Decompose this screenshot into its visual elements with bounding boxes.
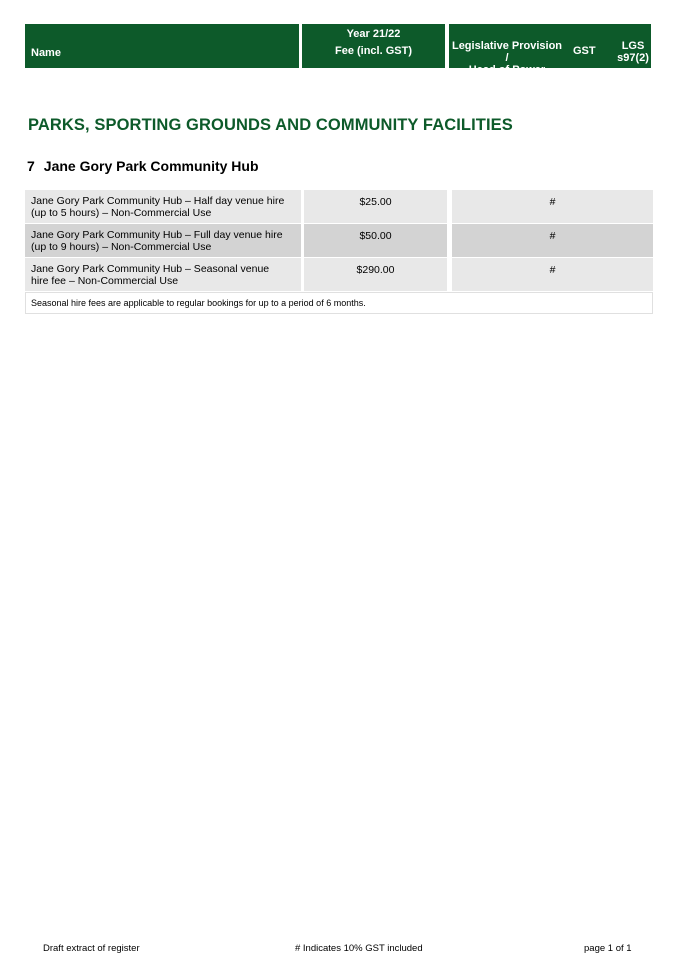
header-legislative-line2: Head of Power xyxy=(468,64,546,76)
table-row xyxy=(25,190,653,224)
header-lgs-line1: LGS xyxy=(621,40,645,52)
fee-name-cell xyxy=(25,224,301,257)
header-lgs-label xyxy=(615,40,651,64)
header-fee-label: Fee (incl. GST) xyxy=(334,45,412,57)
header-legislative-line1: Legislative Provision / xyxy=(451,40,563,64)
fee-amount-cell: $25.00 xyxy=(304,190,447,223)
fee-name-cell xyxy=(25,258,301,291)
fee-name-line1: Jane Gory Park Community Hub – Half day venue hire xyxy=(31,195,285,207)
fee-amount-cell: $50.00 xyxy=(304,224,447,257)
fee-amount-cell: $290.00 xyxy=(304,258,447,291)
header-lgs-line2: s97(2) xyxy=(617,52,649,64)
gst-indicator-cell: # xyxy=(452,224,653,257)
subsection-number: 7 xyxy=(27,158,35,174)
footer-draft-label: Draft extract of register xyxy=(43,943,140,954)
footer-page-number: page 1 of 1 xyxy=(584,943,632,954)
fee-name-line1: Jane Gory Park Community Hub – Full day venue hire xyxy=(31,229,283,241)
footer-gst-legend: # Indicates 10% GST included xyxy=(295,943,423,954)
header-fee-column xyxy=(302,24,445,68)
header-gst-label: GST xyxy=(573,45,596,57)
fee-name-line1: Jane Gory Park Community Hub – Seasonal venue xyxy=(31,263,270,275)
header-year-label: Year 21/22 xyxy=(346,28,401,40)
fee-name-line2: hire fee – Non-Commercial Use xyxy=(31,274,179,287)
fee-name-line2: (up to 5 hours) – Non-Commercial Use xyxy=(31,206,212,219)
subsection-name: Jane Gory Park Community Hub xyxy=(43,158,259,174)
section-title: PARKS, SPORTING GROUNDS AND COMMUNITY FACILITIES xyxy=(28,116,513,134)
table-note: Seasonal hire fees are applicable to regular bookings for up to a period of 6 months. xyxy=(25,292,653,314)
gst-indicator-cell: # xyxy=(452,258,653,291)
gst-indicator-cell: # xyxy=(452,190,653,223)
subsection-title xyxy=(27,158,259,174)
table-row xyxy=(25,258,653,292)
header-legislative-column xyxy=(449,24,651,76)
table-row xyxy=(25,224,653,258)
fee-name-cell xyxy=(25,190,301,223)
fee-table xyxy=(25,190,653,314)
table-header xyxy=(25,24,651,76)
header-name-label: Name xyxy=(31,47,61,59)
header-name-column xyxy=(25,24,299,68)
header-legislative-label xyxy=(449,40,565,76)
fee-name-line2: (up to 9 hours) – Non-Commercial Use xyxy=(31,240,212,253)
